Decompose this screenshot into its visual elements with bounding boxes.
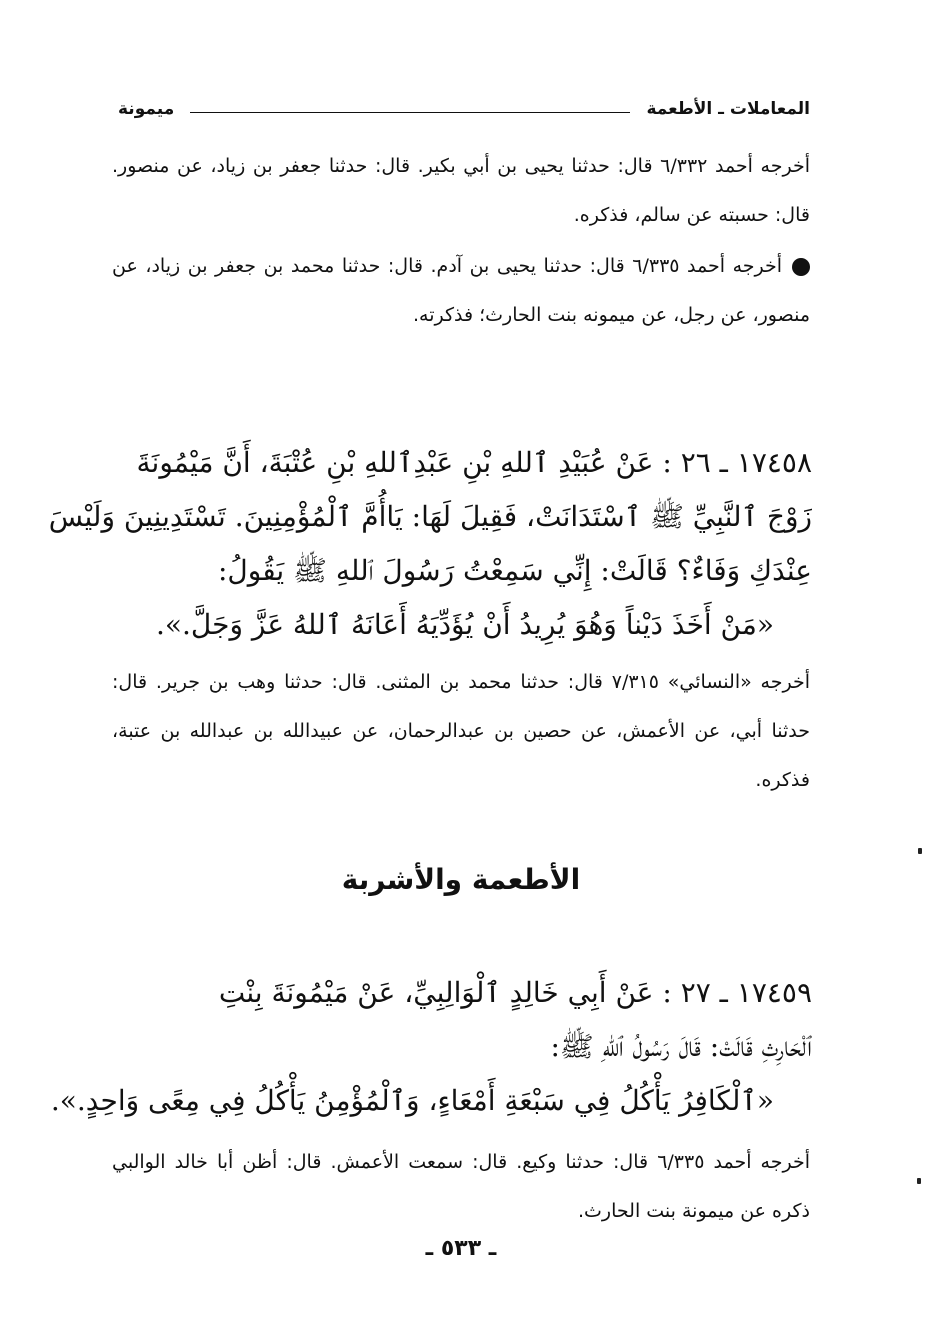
running-header xyxy=(118,92,810,126)
header-section-title: المعاملات ـ الأطعمة xyxy=(646,99,810,119)
note-1: أخرجه أحمد ٦/٣٣٢ قال: حدثنا يحيى بن أبي بكير. قال: حدثنا جعفر بن زياد، عن منصور. قال: حسبته عن سالم، فذكره. xyxy=(112,155,810,226)
hadith-17459-quote: «ٱلْكَافِرُ يَأْكُلُ فِي سَبْعَةِ أَمْعَاءٍ، وَٱلْمُؤْمِنُ يَأْكُلُ فِي مِعًى وَاحِدٍ.». xyxy=(50,1084,774,1117)
scan-speck xyxy=(918,848,922,854)
hadith-17458-quote: «مَنْ أَخَذَ دَيْناً وَهُوَ يُرِيدُ أَنْ يُؤَدِّيَهُ أَعَانَهُ ٱللهُ عَزَّ وَجَلَّ.». xyxy=(156,608,774,641)
section-title: الأطعمة والأشربة xyxy=(341,863,581,896)
scan-speck xyxy=(917,1178,921,1184)
bullet-icon xyxy=(792,258,810,276)
hadith-17459 xyxy=(50,966,812,1128)
header-name: ميمونة xyxy=(118,99,175,119)
note-2-text: أخرجه أحمد ٦/٣٣٥ قال: حدثنا يحيى بن آدم. قال: حدثنا محمد بن جعفر بن زياد، عن منصور، عن رجل، عن ميمونه بنت الحارث؛ فذكرته. xyxy=(112,255,810,326)
hadith-17458-line-2: زَوْجَ ٱلنَّبِيِّ ﷺ ٱسْتَدَانَتْ، فَقِيلَ لَهَا: يَاأُمَّ ٱلْمُؤْمِنِينَ. تَسْتَدِينِينَ وَلَيْسَ xyxy=(48,500,812,533)
note-2 xyxy=(112,242,810,340)
hadith-17459-line-2: ٱلْحَارِثِ قَالَتْ: قَالَ رَسُولُ ٱللهِ ﷺ: xyxy=(550,1030,812,1063)
header-rule xyxy=(190,112,630,113)
hadith-17458 xyxy=(48,436,812,652)
note-3: أخرجه «النسائي» ٧/٣١٥ قال: حدثنا محمد بن المثنى. قال: حدثنا وهب بن جرير. قال: حدثنا أبي، عن الأعمش، عن حصين بن عبدالرحمان، عن عبيدالله بن عبدالله بن عتبة، فذكره. xyxy=(112,671,811,791)
hadith-17458-line-1: ١٧٤٥٨ ـ ٢٦ : عَنْ عُبَيْدِ ٱللهِ بْنِ عَبْدِٱللهِ بْنِ عُتْبَةَ، أَنَّ مَيْمُونَةَ xyxy=(136,446,812,479)
page-number: ـ ٥٣٣ ـ xyxy=(425,1236,497,1261)
hadith-17459-line-1: ١٧٤٥٩ ـ ٢٧ : عَنْ أَبِي خَالِدٍ ٱلْوَالِبِيِّ، عَنْ مَيْمُونَةَ بِنْتِ xyxy=(218,976,812,1009)
hadith-17458-line-3: عِنْدَكِ وَفَاءٌ؟ قَالَتْ: إِنِّي سَمِعْتُ رَسُولَ ٱللهِ ﷺ يَقُولُ: xyxy=(218,554,812,587)
note-4: أخرجه أحمد ٦/٣٣٥ قال: حدثنا وكيع. قال: سمعت الأعمش. قال: أظن أبا خالد الوالبي ذكره عن ميمونة بنت الحارث. xyxy=(112,1151,810,1222)
